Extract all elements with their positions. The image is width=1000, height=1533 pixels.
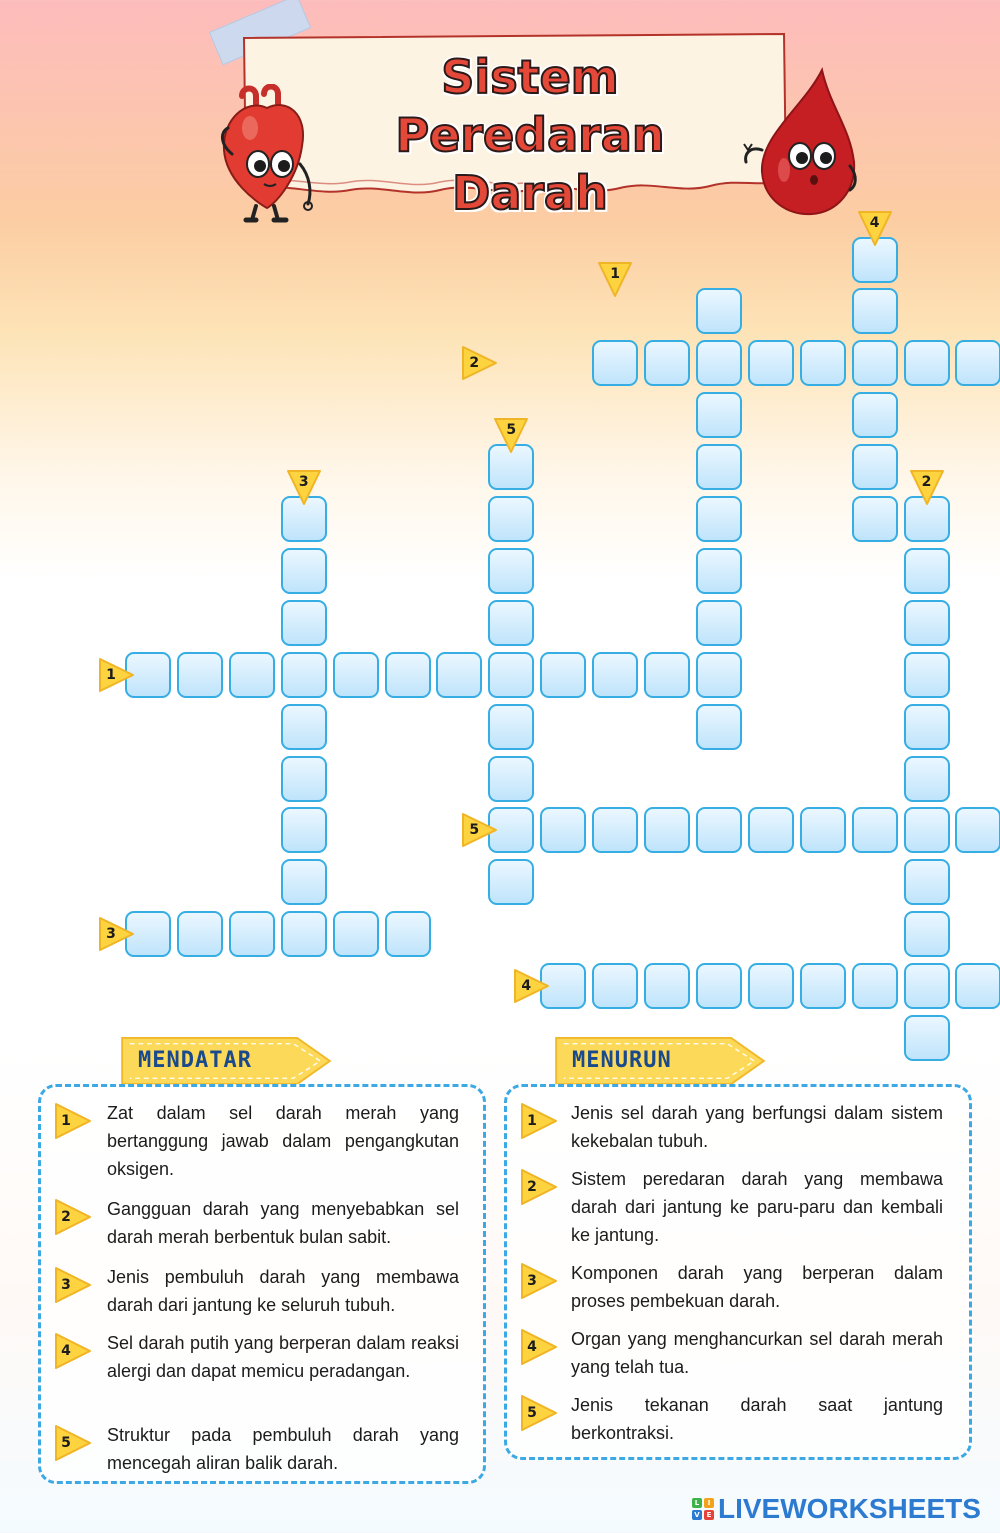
crossword-cell[interactable] (800, 807, 846, 853)
crossword-cell[interactable] (696, 444, 742, 490)
crossword-cell[interactable] (748, 963, 794, 1009)
crossword-cell[interactable] (229, 911, 275, 957)
liveworksheets-logo-mark-icon (692, 1498, 714, 1520)
crossword-cell[interactable] (488, 652, 534, 698)
crossword-cell[interactable] (955, 340, 1000, 386)
crossword-cell[interactable] (904, 756, 950, 802)
mendatar-clue-box (38, 1084, 486, 1484)
crossword-cell[interactable] (592, 807, 638, 853)
clue-marker-number: 2 (921, 474, 932, 490)
liveworksheets-logo[interactable] (692, 1492, 981, 1526)
clue-text: Jenis pembuluh darah yang membawa darah dari jantung ke seluruh tubuh. (107, 1267, 459, 1315)
clue-number-badge (53, 1423, 93, 1463)
crossword-cell[interactable] (281, 859, 327, 905)
clue-marker-number: 3 (106, 926, 116, 943)
clue-marker-across-3 (97, 915, 135, 953)
clue-text: Organ yang menghancurkan sel darah merah yang telah tua. (571, 1329, 943, 1377)
menurun-heading: MENURUN (572, 1048, 672, 1073)
clue-number-badge (53, 1197, 93, 1237)
crossword-cell[interactable] (696, 807, 742, 853)
page-title-line2: Darah (452, 166, 608, 220)
logo-mark-tile: V (692, 1510, 702, 1520)
crossword-cell[interactable] (281, 704, 327, 750)
crossword-cell[interactable] (696, 600, 742, 646)
crossword-cell[interactable] (904, 340, 950, 386)
mendatar-heading: MENDATAR (138, 1048, 252, 1073)
clue-marker-number: 1 (106, 666, 116, 683)
crossword-cell[interactable] (696, 652, 742, 698)
clue-number: 2 (527, 1179, 537, 1195)
crossword-cell[interactable] (540, 652, 586, 698)
clue-number-badge (519, 1101, 559, 1141)
crossword-cell[interactable] (748, 340, 794, 386)
clue-text: Zat dalam sel darah merah yang bertanggung jawab dalam pengangkutan oksigen. (107, 1103, 459, 1179)
crossword-cell[interactable] (644, 807, 690, 853)
clue-text: Jenis sel darah yang berfungsi dalam sistem kekebalan tubuh. (571, 1103, 943, 1151)
crossword-cell[interactable] (229, 652, 275, 698)
logo-mark-tile: E (704, 1510, 714, 1520)
clue-number: 3 (527, 1273, 537, 1289)
crossword-cell[interactable] (488, 859, 534, 905)
clue-number: 4 (61, 1343, 71, 1359)
clue-marker-number: 2 (469, 355, 480, 372)
crossword-cell[interactable] (904, 704, 950, 750)
crossword-cell[interactable] (281, 652, 327, 698)
clue-number: 1 (527, 1113, 537, 1129)
clue-marker-number: 3 (298, 474, 309, 490)
crossword-cell[interactable] (955, 807, 1000, 853)
crossword-cell[interactable] (904, 911, 950, 957)
clue-text: Sistem peredaran darah yang membawa darah dari jantung ke paru-paru dan kembali ke jantung. (571, 1169, 943, 1245)
clue-marker-across-4 (512, 967, 550, 1005)
clue-number-badge (519, 1393, 559, 1433)
menurun-clue-box (504, 1084, 972, 1460)
crossword-cell[interactable] (748, 807, 794, 853)
clue-marker-down-2 (908, 468, 946, 506)
crossword-cell[interactable] (644, 963, 690, 1009)
crossword-cell[interactable] (955, 963, 1000, 1009)
crossword-cell[interactable] (644, 652, 690, 698)
clue-marker-down-4 (856, 209, 894, 247)
crossword-cell[interactable] (904, 548, 950, 594)
clue-number-badge (53, 1265, 93, 1305)
crossword-cell[interactable] (436, 652, 482, 698)
clue-number-badge (519, 1327, 559, 1367)
crossword-cell[interactable] (904, 963, 950, 1009)
clue-number: 4 (527, 1339, 537, 1355)
crossword-cell[interactable] (281, 600, 327, 646)
crossword-cell[interactable] (904, 807, 950, 853)
crossword-cell[interactable] (696, 548, 742, 594)
page-title-line1: Sistem Peredaran (395, 50, 665, 162)
clue-marker-down-1 (596, 260, 634, 298)
clue-number-badge (519, 1167, 559, 1207)
clue-marker-number: 4 (869, 214, 880, 231)
clue-marker-number: 4 (521, 978, 532, 995)
crossword-cell[interactable] (488, 548, 534, 594)
clue-text: Sel darah putih yang berperan dalam reaksi alergi dan dapat memicu peradangan. (107, 1333, 459, 1381)
crossword-cell[interactable] (177, 652, 223, 698)
crossword-cell[interactable] (177, 911, 223, 957)
crossword-cell[interactable] (644, 340, 690, 386)
crossword-cell[interactable] (696, 288, 742, 334)
clue-number: 2 (61, 1209, 71, 1225)
crossword-cell[interactable] (281, 911, 327, 957)
clue-number-badge (53, 1331, 93, 1371)
crossword-cell[interactable] (488, 756, 534, 802)
clue-text: Jenis tekanan darah saat jantung berkontraksi. (571, 1395, 943, 1443)
clue-number-badge (519, 1261, 559, 1301)
logo-mark-tile: I (704, 1498, 714, 1508)
clue-marker-number: 5 (506, 422, 517, 439)
crossword-cell[interactable] (696, 704, 742, 750)
crossword-cell[interactable] (852, 444, 898, 490)
clue-number: 3 (61, 1277, 71, 1293)
crossword-cell[interactable] (800, 963, 846, 1009)
crossword-cell[interactable] (904, 600, 950, 646)
clue-marker-across-2 (460, 344, 498, 382)
crossword-cell[interactable] (333, 652, 379, 698)
crossword-cell[interactable] (488, 704, 534, 750)
liveworksheets-logo-text: LIVEWORKSHEETS (718, 1493, 981, 1524)
crossword-cell[interactable] (852, 963, 898, 1009)
crossword-cell[interactable] (852, 392, 898, 438)
crossword-cell[interactable] (281, 548, 327, 594)
clue-marker-number: 1 (610, 266, 620, 283)
crossword-cell[interactable] (904, 859, 950, 905)
clue-text: Gangguan darah yang menyebabkan sel darah merah berbentuk bulan sabit. (107, 1199, 459, 1247)
crossword-cell[interactable] (696, 392, 742, 438)
clue-marker-across-1 (97, 656, 135, 694)
crossword-cell[interactable] (696, 496, 742, 542)
crossword-cell[interactable] (696, 963, 742, 1009)
crossword-cell[interactable] (852, 496, 898, 542)
crossword-cell[interactable] (696, 340, 742, 386)
clue-marker-number: 5 (469, 822, 480, 839)
crossword-cell[interactable] (592, 963, 638, 1009)
crossword-cell[interactable] (852, 340, 898, 386)
clue-text: Struktur pada pembuluh darah yang mencegah aliran balik darah. (107, 1425, 459, 1473)
clue-number: 5 (527, 1405, 537, 1421)
clue-marker-down-3 (285, 468, 323, 506)
crossword-cell[interactable] (488, 496, 534, 542)
clue-number: 1 (61, 1113, 71, 1129)
clue-number: 5 (61, 1435, 71, 1451)
crossword-cell[interactable] (852, 807, 898, 853)
crossword-cell[interactable] (800, 340, 846, 386)
crossword-cell[interactable] (904, 1015, 950, 1061)
crossword-cell[interactable] (333, 911, 379, 957)
crossword-cell[interactable] (592, 652, 638, 698)
logo-mark-tile: L (692, 1498, 702, 1508)
crossword-cell[interactable] (904, 652, 950, 698)
crossword-cell[interactable] (385, 652, 431, 698)
crossword-cell[interactable] (385, 911, 431, 957)
clue-marker-across-5 (460, 811, 498, 849)
clue-number-badge (53, 1101, 93, 1141)
crossword-cell[interactable] (488, 600, 534, 646)
crossword-cell[interactable] (852, 288, 898, 334)
crossword-cell[interactable] (592, 340, 638, 386)
clue-marker-down-5 (492, 416, 530, 454)
crossword-cell[interactable] (281, 807, 327, 853)
clue-text: Komponen darah yang berperan dalam proses pembekuan darah. (571, 1263, 943, 1311)
crossword-cell[interactable] (281, 756, 327, 802)
crossword-cell[interactable] (540, 807, 586, 853)
